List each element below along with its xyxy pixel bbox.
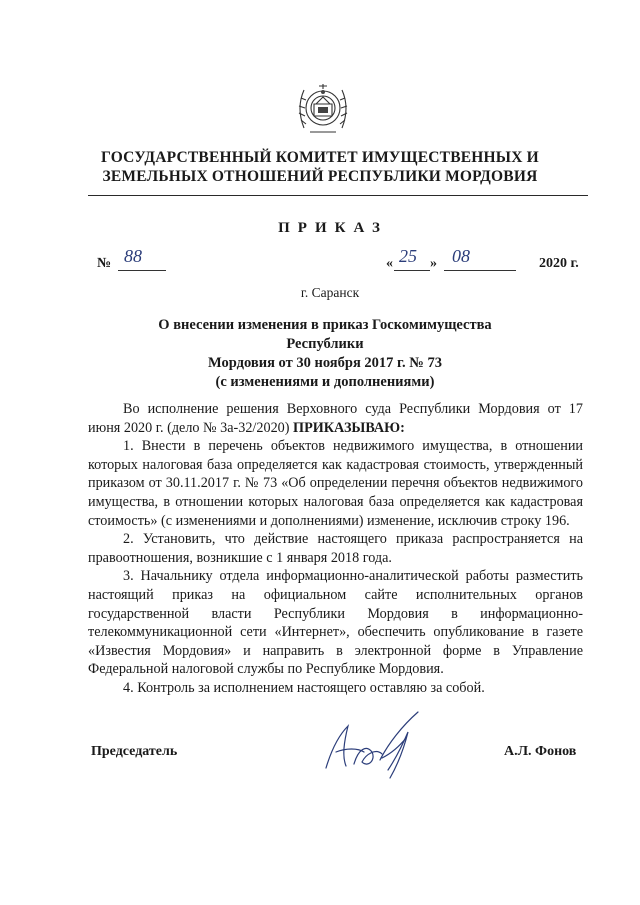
paragraph-item-2: 2. Установить, что действие настоящего приказа распространяется на правоотношения, возникшие с 1 января 2018 года. <box>88 531 583 566</box>
date-year: 2020 г. <box>539 256 579 271</box>
organization-name-line2: ЗЕМЕЛЬНЫХ ОТНОШЕНИЙ РЕСПУБЛИКИ МОРДОВИЯ <box>102 168 538 185</box>
order-number-label: № <box>97 256 112 271</box>
date-month-handwritten: 08 <box>452 246 470 266</box>
date-quote-close: » <box>430 256 437 271</box>
order-number-underline <box>118 270 166 271</box>
signatory-name: А.Л. Фонов <box>504 744 577 759</box>
organization-name-line1: ГОСУДАРСТВЕННЫЙ КОМИТЕТ ИМУЩЕСТВЕННЫХ И <box>101 149 539 166</box>
paragraph-item-3: 3. Начальнику отдела информационно-аналитической работы разместить настоящий приказ на официальном сайте исполнительных органов государственной власти Республики Мордовия в информационно-телекоммуникационной сети «Интернет», обеспечить опубликование в газете «Известия Мордовия» и направить в электронной форме в Управление Федеральной налоговой службы по Республике Мордовия. <box>88 568 583 678</box>
handwritten-signature <box>318 708 438 780</box>
title-line3: (с изменениями и дополнениями) <box>215 374 435 390</box>
preamble-text: Во исполнение решения Верховного суда Республики Мордовия от 17 июня 2020 г. (дело № 3а-32/2020) <box>88 401 583 436</box>
order-number-handwritten: 88 <box>124 246 142 266</box>
order-heading: ПРИКАЗ <box>278 220 388 236</box>
city-location: г. Саранск <box>300 285 360 300</box>
order-keyword: ПРИКАЗЫВАЮ: <box>293 419 405 436</box>
paragraph-item-4: 4. Контроль за исполнением настоящего оставляю за собой. <box>123 679 485 696</box>
date-month-underline <box>444 270 516 271</box>
paragraph-preamble <box>88 400 583 437</box>
document-title <box>120 316 530 392</box>
coat-of-arms-icon <box>294 78 352 140</box>
title-line1: О внесении изменения в приказ Госкомимущества Республики <box>158 317 492 352</box>
date-day-handwritten: 25 <box>399 246 417 266</box>
date-quote-open: « <box>386 256 393 271</box>
header-divider <box>88 195 588 196</box>
title-line2: Мордовия от 30 ноября 2017 г. № 73 <box>208 355 442 371</box>
date-day-underline <box>394 270 430 271</box>
signatory-position: Председатель <box>91 744 178 759</box>
paragraph-item-1: 1. Внести в перечень объектов недвижимого имущества, в отношении которых налоговая база определяется как кадастровая стоимость, утвержденный приказом от 30.11.2017 г. № 73 «Об определении перечня объектов недвижимого имущества, в отношении которых налоговая база определяется как кадастровая стоимость» (с изменениями и дополнениями) изменение, исключив строку 196. <box>88 438 583 529</box>
document-body <box>88 400 583 698</box>
